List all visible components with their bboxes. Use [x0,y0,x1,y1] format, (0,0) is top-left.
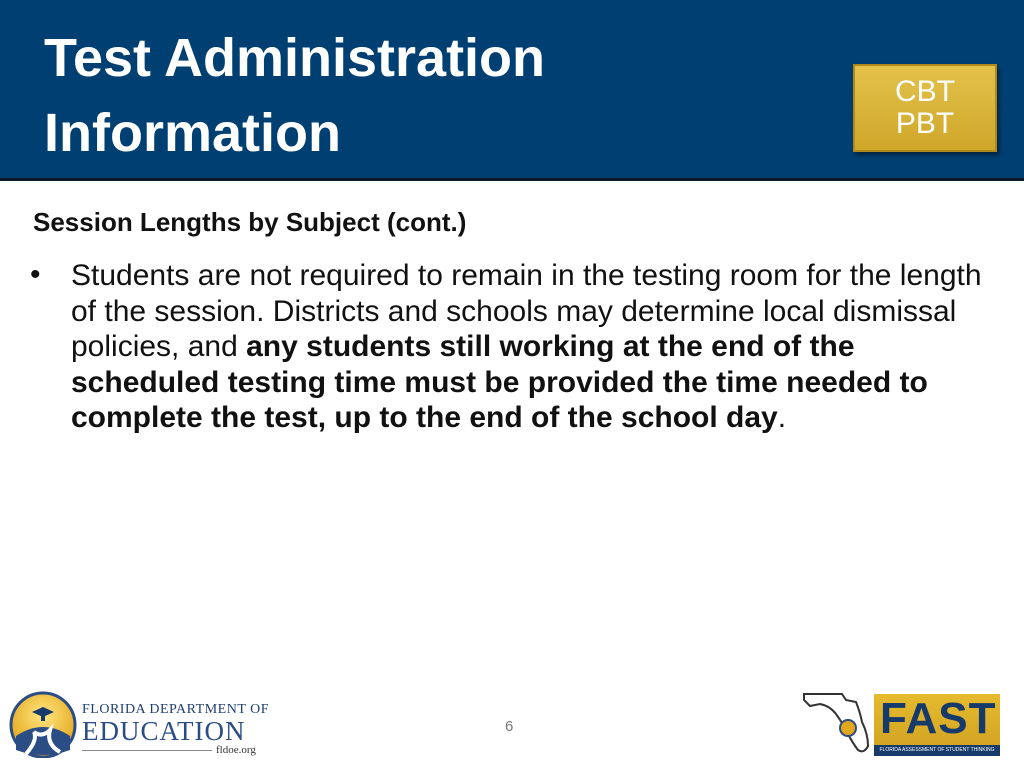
fldoe-logo-line1: FLORIDA DEPARTMENT OF [82,702,270,717]
fast-tagline: FLORIDA ASSESSMENT OF STUDENT THINKING [874,745,1000,756]
fast-wordmark [874,694,1000,756]
cbt-pbt-badge [853,64,997,152]
fldoe-logo-url: fldoe.org [216,744,256,756]
fldoe-logo [8,688,270,760]
bullet-text-end: . [777,401,787,434]
slide-title-line-1: Test Administration [44,28,546,88]
bullet-text-plain: Students are not required to remain in the testing room for the length of the session. Districts and schools may determine local dismissal policies, and [71,259,982,363]
bullet-icon: • [30,258,41,291]
badge-pbt-label: PBT [895,107,955,140]
florida-map-icon [802,688,882,760]
section-subtitle: Session Lengths by Subject (cont.) [33,207,467,237]
slide-title-line-2: Information [44,103,341,163]
bullet-text-bold: any students still working at the end of the scheduled testing time must be provided the time needed to complete the test, up to the end of the school day [71,330,928,434]
fast-logo [802,688,1002,760]
bullet-paragraph [71,258,991,436]
fast-wordmark-text: FAST [880,694,997,743]
fldoe-logo-rule [82,750,212,751]
slide-header [0,0,1024,181]
fldoe-seal-icon [8,688,78,758]
page-number: 6 [505,718,514,735]
badge-cbt-label: CBT [895,75,955,108]
fldoe-logo-line2: EDUCATION [82,716,246,746]
